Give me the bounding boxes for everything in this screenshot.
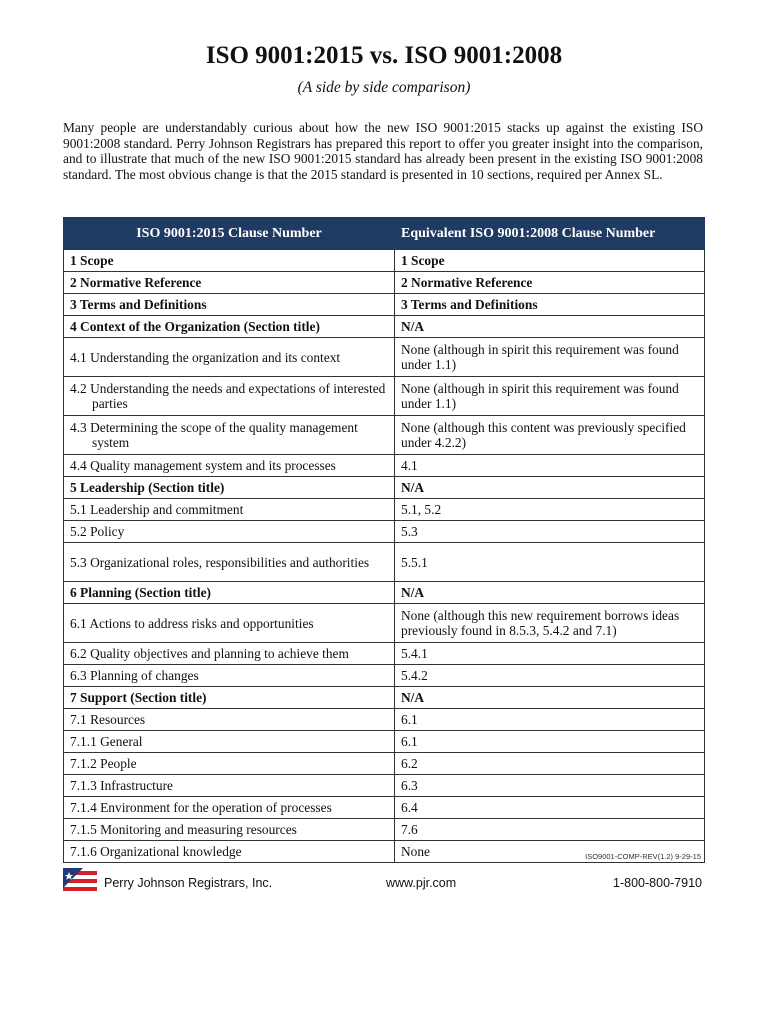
clause-2015-text: 7.1.5 Monitoring and measuring resources xyxy=(70,822,297,837)
table-row xyxy=(64,582,705,604)
table-row xyxy=(64,250,705,272)
clause-2008-cell: 5.4.1 xyxy=(395,643,705,665)
clause-2008-cell: 6.3 xyxy=(395,775,705,797)
clause-2008-cell: N/A xyxy=(395,477,705,499)
clause-2015-cell xyxy=(64,499,395,521)
clause-2015-text: 7.1.6 Organizational knowledge xyxy=(70,844,242,859)
table-row xyxy=(64,731,705,753)
clause-2015-cell xyxy=(64,543,395,582)
clause-2015-text: 7.1.3 Infrastructure xyxy=(70,778,173,793)
clause-2015-cell xyxy=(64,338,395,377)
clause-2015-cell xyxy=(64,294,395,316)
clause-2008-cell: 6.1 xyxy=(395,709,705,731)
table-row xyxy=(64,819,705,841)
table-row xyxy=(64,753,705,775)
clause-2008-cell: 6.1 xyxy=(395,731,705,753)
clause-2008-cell: 6.2 xyxy=(395,753,705,775)
clause-2015-text: 7.1.4 Environment for the operation of processes xyxy=(70,800,332,815)
table-row xyxy=(64,665,705,687)
table-row xyxy=(64,709,705,731)
table-row xyxy=(64,272,705,294)
table-row xyxy=(64,499,705,521)
clause-2015-text: 4.4 Quality management system and its processes xyxy=(70,458,336,473)
table-body xyxy=(64,250,705,863)
clause-2008-cell: N/A xyxy=(395,687,705,709)
table-row xyxy=(64,521,705,543)
clause-2008-cell: 5.3 xyxy=(395,521,705,543)
clause-2015-cell xyxy=(64,250,395,272)
clause-2015-text: 5 Leadership (Section title) xyxy=(70,480,225,495)
clause-2015-text: 7 Support (Section title) xyxy=(70,690,207,705)
document-subtitle: (A side by side comparison) xyxy=(297,79,471,96)
clause-2015-cell xyxy=(64,604,395,643)
table-row xyxy=(64,775,705,797)
clause-2015-cell xyxy=(64,582,395,604)
table-row xyxy=(64,338,705,377)
clause-2015-text: 4.1 Understanding the organization and its context xyxy=(70,349,341,365)
clause-2008-cell: 4.1 xyxy=(395,455,705,477)
table-row xyxy=(64,477,705,499)
table-header-row xyxy=(64,218,705,250)
clause-2015-cell xyxy=(64,775,395,797)
table-row xyxy=(64,797,705,819)
clause-2015-text: 6.3 Planning of changes xyxy=(70,668,199,683)
revision-code: ISO9001-COMP-REV(1.2) 9-29-15 xyxy=(585,852,701,861)
header-2008-clause: Equivalent ISO 9001:2008 Clause Number xyxy=(395,218,705,250)
clause-2015-cell xyxy=(64,272,395,294)
clause-2008-cell: 5.5.1 xyxy=(395,543,705,582)
footer-website-link[interactable]: www.pjr.com xyxy=(386,876,457,890)
clause-2008-cell: None (although in spirit this requirement was found under 1.1) xyxy=(395,377,705,416)
intro-paragraph: Many people are understandably curious about how the new ISO 9001:2015 stacks up against the existing ISO 9001:2008 standard. Perry Johnson Registrars has prepared this report to offer you greater insight into the comparison, and to illustrate that much of the new ISO 9001:2015 standard has already been present in the existing ISO 9001:2008 standard. The most obvious change is that the 2015 standard is presented in 10 sections, required per Annex SL. xyxy=(63,120,703,183)
table-row xyxy=(64,455,705,477)
clause-2015-text: 4.3 Determining the scope of the quality management system xyxy=(70,420,358,450)
clause-2015-cell xyxy=(64,731,395,753)
clause-2015-cell xyxy=(64,477,395,499)
clause-2008-cell: N/A xyxy=(395,316,705,338)
clause-2008-cell: None xyxy=(395,841,705,863)
clause-2015-text: 6.1 Actions to address risks and opportunities xyxy=(70,615,314,631)
clause-2015-text: 3 Terms and Definitions xyxy=(70,297,207,312)
table-row xyxy=(64,316,705,338)
clause-2015-cell xyxy=(64,643,395,665)
table-row xyxy=(64,687,705,709)
footer-phone: 1-800-800-7910 xyxy=(613,876,702,890)
clause-2015-cell xyxy=(64,819,395,841)
clause-2015-text: 6.2 Quality objectives and planning to achieve them xyxy=(70,646,349,661)
clause-2015-text: 7.1.1 General xyxy=(70,734,143,749)
clause-2008-cell: 5.1, 5.2 xyxy=(395,499,705,521)
clause-2008-cell: 2 Normative Reference xyxy=(395,272,705,294)
table-row xyxy=(64,294,705,316)
clause-2015-cell xyxy=(64,797,395,819)
clause-2015-text: 7.1.2 People xyxy=(70,756,137,771)
clause-2015-cell xyxy=(64,521,395,543)
clause-2015-text: 4 Context of the Organization (Section title) xyxy=(70,319,320,334)
table-row xyxy=(64,543,705,582)
clause-2015-cell xyxy=(64,316,395,338)
clause-2008-cell: 6.4 xyxy=(395,797,705,819)
table-row xyxy=(64,604,705,643)
clause-2015-cell xyxy=(64,455,395,477)
table-row xyxy=(64,643,705,665)
clause-2015-text: 5.3 Organizational roles, responsibilities and authorities xyxy=(70,554,370,570)
clause-2008-cell: 5.4.2 xyxy=(395,665,705,687)
clause-2015-cell xyxy=(64,841,395,863)
clause-2008-cell: None (although in spirit this requirement was found under 1.1) xyxy=(395,338,705,377)
page-footer xyxy=(63,868,704,900)
clause-2008-cell: N/A xyxy=(395,582,705,604)
clause-2015-text: 6 Planning (Section title) xyxy=(70,585,211,600)
clause-2015-text: 7.1 Resources xyxy=(70,712,146,727)
clause-2015-cell xyxy=(64,416,395,455)
clause-2015-cell xyxy=(64,665,395,687)
clause-2015-text: 2 Normative Reference xyxy=(70,275,202,290)
clause-2008-cell: 3 Terms and Definitions xyxy=(395,294,705,316)
clause-2008-cell: 1 Scope xyxy=(395,250,705,272)
clause-2015-cell xyxy=(64,377,395,416)
clause-2015-text: 4.2 Understanding the needs and expectations of interested parties xyxy=(70,381,386,411)
footer-company: Perry Johnson Registrars, Inc. xyxy=(104,876,273,890)
flag-logo-icon xyxy=(63,868,97,899)
clause-2008-cell: None (although this new requirement borrows ideas previously found in 8.5.3, 5.4.2 and 7.1) xyxy=(395,604,705,643)
clause-2015-text: 1 Scope xyxy=(70,253,114,268)
document-title: ISO 9001:2015 vs. ISO 9001:2008 xyxy=(205,42,563,69)
clause-2015-text: 5.2 Policy xyxy=(70,524,125,539)
clause-2015-cell xyxy=(64,709,395,731)
clause-2008-cell: 7.6 xyxy=(395,819,705,841)
header-2015-clause: ISO 9001:2015 Clause Number xyxy=(64,218,395,250)
clause-2015-cell xyxy=(64,687,395,709)
table-row xyxy=(64,377,705,416)
clause-2015-text: 5.1 Leadership and commitment xyxy=(70,502,244,517)
clause-2008-cell: None (although this content was previously specified under 4.2.2) xyxy=(395,416,705,455)
comparison-table xyxy=(63,217,705,863)
clause-2015-cell xyxy=(64,753,395,775)
table-row xyxy=(64,416,705,455)
